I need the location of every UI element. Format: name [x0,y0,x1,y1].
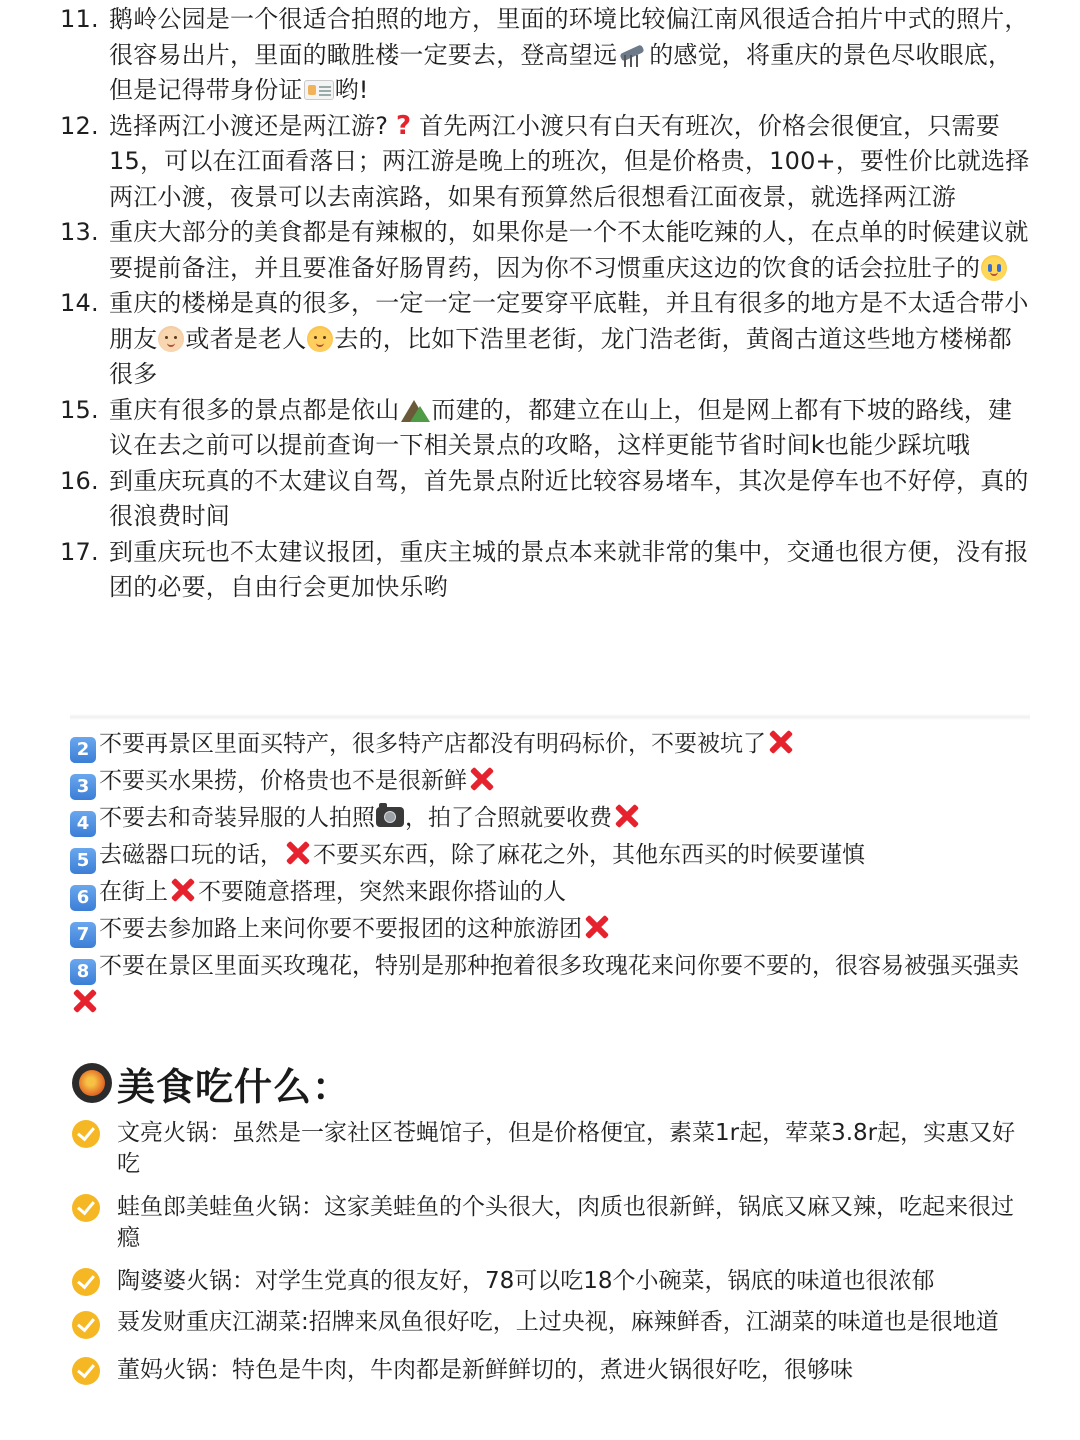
dont-item-3 [70,763,1030,800]
dont-text: 不要在景区里面买玫瑰花，特别是那种抱着很多玫瑰花来问你要不要的，很容易被强买强卖 [99,953,1019,979]
dont-item-4 [70,800,1030,837]
dont-item-6 [70,874,1030,911]
food-list [72,1118,1022,1386]
food-text: 文亮火锅：虽然是一家社区苍蝇馆子，但是价格便宜，素菜1r起，荤菜3.8r起，实惠又好吃 [117,1120,1016,1177]
telescope-icon [618,43,648,67]
tips-list [60,0,1030,606]
dont-text: 不要买东西，除了麻花之外，其他东西买的时候要谨慎 [313,842,865,868]
tip-text: 首先两江小渡只有白天有班次，价格会很便宜，只需要15，可以在江面看落日；两江游是晚上的班次，但是价格贵，100+，要性价比就选择两江小渡，夜景可以去南滨路，如果有预算然后很想看江面夜景，就选择两江游 [109,111,1030,211]
tip-number: 17. [60,537,99,566]
food-item [72,1309,1022,1339]
food-item [72,1192,1022,1254]
dont-text: 不要去和奇装异服的人拍照 [99,805,375,831]
tip-number: 12. [60,111,99,140]
tip-text: 哟! [334,76,369,104]
dont-text: 不要再景区里面买特产，很多特产店都没有明码标价，不要被坑了 [99,731,766,757]
keycap-number-icon: 4 [70,811,96,837]
tip-number: 13. [60,218,99,246]
tip-text: 选择两江小渡还是两江游? [109,111,389,140]
baby-face-icon [158,326,184,352]
red-cross-icon [468,765,496,793]
keycap-number-icon: 5 [70,848,96,874]
tip-item-11 [60,2,1030,109]
elder-face-icon [307,326,333,352]
hotpot-pan-icon [72,1063,112,1103]
dont-item-8 [70,948,1030,1022]
red-cross-icon [71,987,99,1015]
food-text: 董妈火锅：特色是牛肉，牛肉都是新鲜鲜切的，煮进火锅很好吃，很够味 [117,1357,853,1383]
keycap-number-icon: 2 [70,737,96,763]
dont-text: 不要去参加路上来问你要不要报团的这种旅游团 [99,916,582,942]
food-item [72,1118,1022,1180]
tip-number: 16. [60,466,99,495]
red-cross-icon [583,913,611,941]
food-section-title [72,1058,351,1108]
food-item [72,1266,1022,1297]
dont-item-7 [70,911,1030,948]
keycap-number-icon: 6 [70,885,96,911]
tip-text: 鹅岭公园是一个很适合拍照的地方，里面的环境比较偏江南风很适合拍片中式的照片，很容易出片，里面的瞰胜楼一定要去，登高望远 [109,5,1029,69]
tip-number: 14. [60,289,99,317]
red-cross-icon [284,839,312,867]
red-question-mark-icon: ? [395,110,412,141]
camera-icon [376,807,404,827]
check-circle-icon [72,1120,100,1148]
red-cross-icon [613,802,641,830]
tip-number: 15. [60,395,99,424]
food-text: 陶婆婆火锅：对学生党真的很友好，78可以吃18个小碗菜，锅底的味道也很浓郁 [117,1268,935,1294]
dont-item-5 [70,837,1030,874]
donts-list [70,726,1030,1022]
tip-text: 重庆有很多的景点都是依山 [109,395,400,424]
dont-text: 在街上 [99,879,168,905]
check-circle-icon [72,1357,100,1385]
food-text: 聂发财重庆江湖菜:招牌来凤鱼很好吃，上过央视，麻辣鲜香，江湖菜的味道也是很地道 [117,1309,999,1335]
tip-text: 到重庆玩也不太建议报团，重庆主城的景点本来就非常的集中，交通也很方便，没有报团的必要，自由行会更加快乐哟 [109,537,1029,601]
tip-text: 去的，比如下浩里老街，龙门浩老街，黄阁古道这些地方楼梯都很多 [109,324,1013,388]
dont-text: ，拍了合照就要收费 [405,805,612,831]
check-circle-icon [72,1268,100,1296]
tip-item-14 [60,286,1030,393]
red-cross-icon [169,876,197,904]
food-item [72,1355,1022,1386]
red-cross-icon [767,728,795,756]
keycap-number-icon: 3 [70,774,96,800]
keycap-number-icon: 7 [70,922,96,948]
tip-text: 或者是老人 [185,324,307,353]
keycap-number-icon: 8 [70,959,96,985]
check-circle-icon [72,1311,100,1339]
tip-text: 到重庆玩真的不太建议自驾，首先景点附近比较容易堵车，其次是停车也不好停，真的很浪费时间 [109,466,1029,530]
food-title-text: 美食吃什么： [117,1064,352,1109]
tip-text: 重庆的楼梯是真的很多，一定一定一定要穿平底鞋，并且有很多的地方是不太适合带小朋友 [109,289,1029,353]
dont-text: 不要随意搭理，突然来跟你搭讪的人 [198,879,566,905]
mountain-icon [400,398,430,422]
section-divider [70,714,1030,720]
dont-text: 不要买水果捞，价格贵也不是很新鲜 [99,768,467,794]
tip-text: 而建的，都建立在山上，但是网上都有下坡的路线，建议在去之前可以提前查询一下相关景点的攻略，这样更能节省时间k也能少踩坑哦 [109,395,1013,459]
tip-item-13 [60,215,1030,286]
tip-item-17 [60,535,1030,606]
tip-item-12 [60,109,1030,216]
tip-number: 11. [60,5,99,33]
tip-item-16 [60,464,1030,535]
bottom-fade [0,1400,1080,1440]
dont-text: 去磁器口玩的话， [99,842,283,868]
tip-item-15 [60,393,1030,464]
crying-face-icon [981,255,1007,281]
id-card-icon [304,80,334,100]
tip-text: 的感觉，将重庆的景色尽收眼底，但是记得带身份证 [109,40,1013,104]
tip-text: 重庆大部分的美食都是有辣椒的，如果你是一个不太能吃辣的人，在点单的时候建议就要提前备注，并且要准备好肠胃药，因为你不习惯重庆这边的饮食的话会拉肚子的 [109,218,1029,282]
check-circle-icon [72,1194,100,1222]
dont-item-2 [70,726,1030,763]
food-text: 蛙鱼郎美蛙鱼火锅：这家美蛙鱼的个头很大，肉质也很新鲜，锅底又麻又辣，吃起来很过瘾 [117,1194,1014,1251]
